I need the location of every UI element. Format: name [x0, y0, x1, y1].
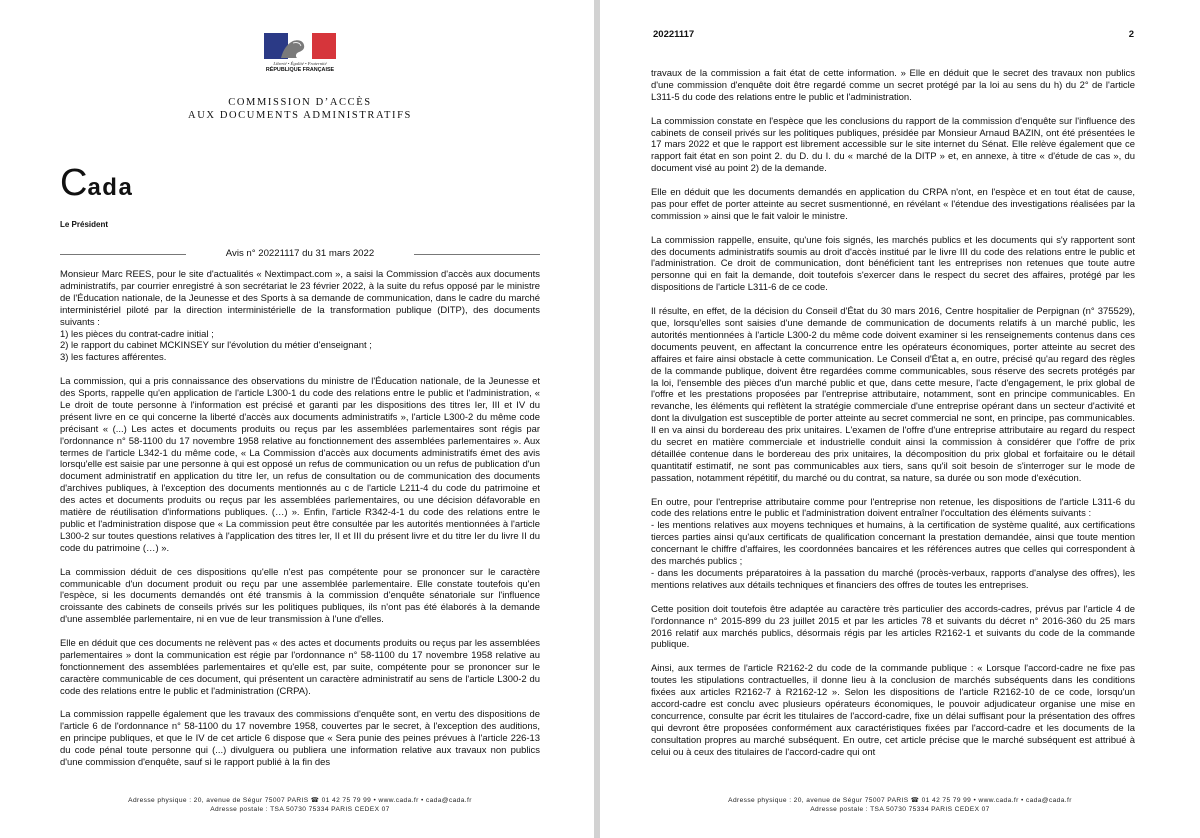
logo-motto: Liberté • Égalité • Fraternité — [273, 61, 327, 66]
footer-address-physical: Adresse physique : 20, avenue de Ségur 75007 PARIS ☎ 01 42 75 79 99 • www.cada.fr • cada@cada.fr — [128, 797, 472, 804]
bullet-item: - dans les documents préparatoires à la passation du marché (procès-verbaux, rapports d'analyse des offres), les mentions relatives aux détails techniques et financiers des offres de toutes les entreprises. — [651, 567, 1135, 591]
list-item: 2) le rapport du cabinet MCKINSEY sur l'évolution du métier d'enseignant ; — [60, 340, 372, 352]
paragraph: Elle en déduit que les documents demandés en application du CRPA n'ont, en l'espèce et en tout état de cause, pas pour effet de porter atteinte au secret susmentionné, en révélant « l'étendue des investigations réalisées par la commission » ainsi que le fait valoir le ministre. — [651, 187, 1135, 222]
paragraph: La commission rappelle également que les travaux des commissions d'enquête sont, en vertu des dispositions de l'article 6 de l'ordonnance n° 58-1100 du 17 novembre 1958, couvertes par le secret, à l'exception des auditions, en principe publiques, et que le IV de cet article 6 dispose que « Sera punie des peines prévues à l'article 226-13 du code pénal toute personne qui (...) divulguera ou publiera une information relative aux travaux non publics d'une commission d'enquête, sauf si le rapport publié à la fin des — [60, 709, 540, 769]
document-page-1 — [0, 0, 594, 838]
page2-body — [651, 68, 1135, 770]
avis-number-header: 20221117 — [653, 29, 695, 40]
page1-body — [60, 269, 540, 781]
footer-address-physical: Adresse physique : 20, avenue de Ségur 75007 PARIS ☎ 01 42 75 79 99 • www.cada.fr • cada@cada.fr — [728, 797, 1072, 804]
paragraph: Monsieur Marc REES, pour le site d'actualités « Nextimpact.com », a saisi la Commission d'accès aux documents administratifs, par courrier enregistré à son secrétariat le 23 février 2022, à la suite du refus opposé par le ministre de l'Éducation nationale, de la Jeunesse et des Sports à sa demande de communication, dans le cadre du marché interministériel piloté par la direction interministérielle de la transformation publique (DITP), des documents suivants : — [60, 269, 540, 328]
paragraph: travaux de la commission a fait état de cette information. » Elle en déduit que le secret des travaux non publics d'une commission d'enquête doit être regardé comme un secret protégé par la loi au sens du h) du 2° de l'article L311-5 du code des relations entre le public et l'administration. — [651, 68, 1135, 103]
paragraph: Elle en déduit que ces documents ne relèvent pas « des actes et documents produits ou reçus par les assemblées parlementaires » dont la communication est régie par l'ordonnance n° 58-1100 du 17 novembre 1958 relative au fonctionnement des assemblées parlementaires et qu'elle est, par suite, compétente pour se prononcer sur le caractère communicable de ces document, qui présentent un caractère administratif au sens de l'article L300-2 du code des relations entre le public et l'administration (CRPA). — [60, 638, 540, 697]
president-label: Le Président — [60, 220, 109, 229]
paragraph: La commission rappelle, ensuite, qu'une fois signés, les marchés publics et les documents qui s'y rapportent sont des documents administratifs soumis au droit d'accès institué par le livre III du code des relations entre le public et l'administration. Ce droit de communication, dont bénéficient tant les entreprises non retenues que toute autre personne qui en fait la demande, doit toutefois s'exercer dans le respect du secret des affaires, protégé par les dispositions de l'article L311-6 de ce code. — [651, 234, 1135, 294]
bullet-item: - les mentions relatives aux moyens techniques et humains, à la certification de système qualité, aux certifications tierces parties ainsi qu'aux certificats de qualification concernant la prestation demandée, ainsi que toute mention concernant le chiffre d'affaires, les coordonnées bancaires et les références autres que celles qui correspondent à des marchés publics ; — [651, 520, 1135, 568]
page1-footer — [60, 797, 540, 814]
cada-logo — [60, 164, 133, 202]
paragraph: Ainsi, aux termes de l'article R2162-2 du code de la commande publique : « Lorsque l'accord-cadre ne fixe pas toutes les stipulations contractuelles, il donne lieu à la conclusion de marchés subséquents dans les conditions fixées aux articles R2162-7 à R2162-12 ». Selon les dispositions de l'article R2162-10 de ce code, lorsqu'un accord-cadre est conclu avec plusieurs opérateurs économiques, le pouvoir adjudicateur organise une mise en concurrence, consulte par écrit les titulaires de l'accord-cadre, fixe un délai suffisant pour la présentation des offres qui devront être proposées conformément aux caractéristiques fixées par l'accord-cadre et les documents de la consultation propres au marché subséquent. En outre, cet article précise que le marché subséquent est attribué à celui ou à ceux des titulaires de l'accord-cadre qui ont — [651, 663, 1135, 758]
page2-footer — [645, 797, 1155, 814]
cada-logo-rest: ada — [87, 174, 134, 201]
paragraph: Il résulte, en effet, de la décision du Conseil d'État du 30 mars 2016, Centre hospitalier de Perpignan (n° 375529), que, lorsqu'elles sont saisies d'une demande de communication de documents relatifs à un marché public, les autorités mentionnées à l'article L300-2 du même code doivent examiner si les renseignements contenus dans ces documents peuvent, en affectant la concurrence entre les opérateurs économiques, porter atteinte au secret des affaires et faire ainsi obstacle à cette communication. Le Conseil d'État a, en outre, précisé qu'au regard des règles de la commande publique, doivent être regardées comme communicables, sous réserve des secrets protégés par la loi, l'ensemble des pièces d'un marché public et que, dans cette mesure, l'acte d'engagement, le prix global de l'offre et les prestations proposées par l'entreprise attributaire, notamment, sont en principe communicables. En revanche, les éléments qui reflètent la stratégie commerciale d'une entreprise opérant dans un secteur d'activité et dont la divulgation est susceptible de porter atteinte au secret commercial ne sont, en principe, pas communicables. Il en va ainsi du bordereau des prix unitaires. L'examen de l'offre d'une entreprise attributaire au regard du respect du secret en matière commerciale et industrielle conduit ainsi la commission à considérer que l'offre de prix détaillée contenue dans le bordereau des prix unitaires, la décomposition du prix global et forfaitaire ou le détail quantitatif estimatif, ne sont pas communicables aux tiers, sans qu'il soit besoin de s'interroger sur le mode de passation, notamment répétitif, du marché ou du contrat, sa nature, sa durée ou son mode d'exécution. — [651, 306, 1135, 484]
paragraph: La commission, qui a pris connaissance des observations du ministre de l'Éducation nationale, de la Jeunesse et des Sports, rappelle qu'en application de l'article L300-1 du code des relations entre le public et l'administration, « Le droit de toute personne à l'information est précisé et garanti par les dispositions des titres Ier, III et IV du présent livre en ce qui concerne la liberté d'accès aux documents administratifs », l'article L300-2 du même code précisant « (...) Les actes et documents produits ou reçus par les assemblées parlementaires sont régis par l'ordonnance n° 58-1100 du 17 novembre 1958 relative au fonctionnement des assemblées parlementaires ». Aux termes de l'article L342-1 du même code, « La Commission d'accès aux documents administratifs émet des avis lorsqu'elle est saisie par une personne à qui est opposé un refus de communication ou un refus de publication d'un document administratif en application du titre Ier, un refus de consultation ou de communication des documents d'archives publiques, à l'exception des documents mentionnés au c de l'article L211-4 du code du patrimoine et des actes et documents produits ou reçus par les assemblées parlementaires, ou une décision défavorable en matière de réutilisation d'informations publiques. (…) ». Enfin, l'article R342-4-1 du code des relations entre le public et l'administration dispose que « La commission peut être consultée par les autorités mentionnées à l'article L300-2 sur toutes questions relatives à l'application des titres Ier, II et III du présent livre et du titre Ier du livre II du code du patrimoine (…) ». — [60, 376, 540, 554]
page-number: 2 — [1128, 29, 1134, 40]
paragraph: En outre, pour l'entreprise attributaire comme pour l'entreprise non retenue, les dispositions de l'article L311-6 du code des relations entre le public et l'administration doivent entraîner l'occultation des éléments suivants : — [651, 496, 1135, 520]
commission-title-line1: COMMISSION D’ACCÈS — [228, 97, 372, 108]
logo-republic: RÉPUBLIQUE FRANÇAISE — [265, 67, 335, 73]
commission-title — [150, 96, 450, 122]
footer-address-postal: Adresse postale : TSA 50730 75334 PARIS CEDEX 07 — [210, 805, 390, 813]
document-page-2 — [600, 0, 1200, 838]
list-item: 1) les pièces du contrat-cadre initial ; — [60, 328, 214, 340]
avis-heading — [60, 248, 540, 262]
paragraph: Cette position doit toutefois être adaptée au caractère très particulier des accords-cadres, prévus par l'article 4 de l'ordonnance n° 2015-899 du 23 juillet 2015 et par les articles 78 et suivants du décret n° 2016-360 du 25 mars 2016 relatif aux marchés publics, désormais régis par les articles R2162-1 et suivants du code de la commande publique. — [651, 603, 1135, 651]
list-item: 3) les factures afférentes. — [60, 352, 167, 364]
cada-logo-initial: C — [60, 162, 88, 204]
commission-title-line2: AUX DOCUMENTS ADMINISTRATIFS — [188, 110, 412, 121]
avis-rule-left — [60, 254, 186, 255]
avis-rule-right — [414, 254, 540, 255]
avis-title: Avis n° 20221117 du 31 mars 2022 — [225, 248, 375, 259]
footer-address-postal: Adresse postale : TSA 50730 75334 PARIS CEDEX 07 — [810, 805, 990, 813]
paragraph: La commission constate en l'espèce que les conclusions du rapport de la commission d'enquête sur l'influence des cabinets de conseil privés sur les politiques publiques, présidée par Monsieur Arnaud BAZIN, ont été présentées le 17 mars 2022 et que le rapport est librement accessible sur le site internet du Sénat. Elle relève également que ce rapport fait état en son point 2. du D. du I. du « marché de la DITP » et, en annexe, à titre « d'étude de cas », du document visé au point 2) de la demande. — [651, 115, 1135, 175]
paragraph: La commission déduit de ces dispositions qu'elle n'est pas compétente pour se prononcer sur le caractère communicable d'un document produit ou reçu par une assemblée parlementaire. Elle constate toutefois qu'en l'espèce, si les documents demandés ont été transmis à la commission d'enquête sénatoriale sur l'influence croissante des cabinets de conseils privés sur les politiques publiques, ils n'ont pas été élaborés à la demande d'une assemblée parlementaire, ni en vue de leur transmission à l'une d'elles. — [60, 566, 540, 626]
